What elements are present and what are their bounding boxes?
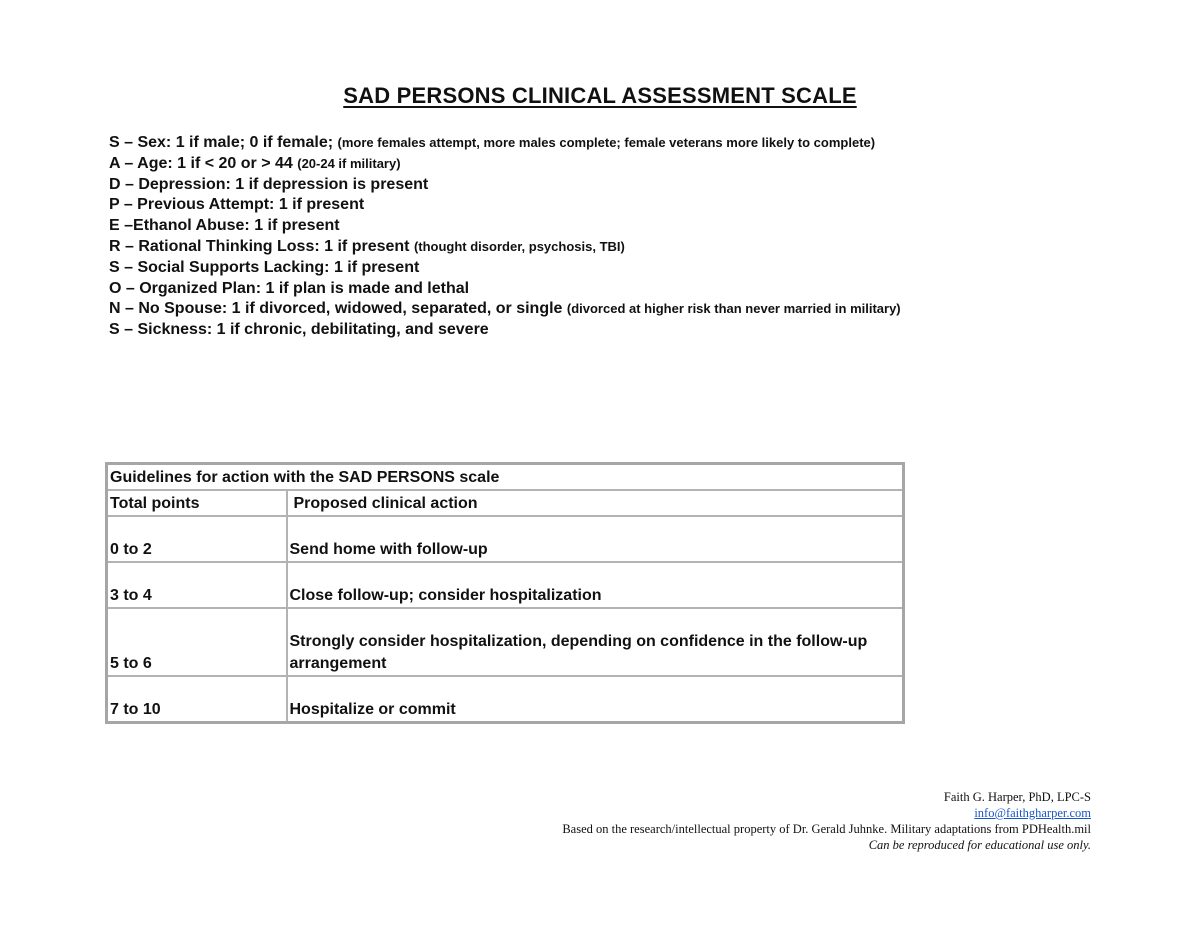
criteria-item-age: [109, 154, 1109, 175]
criteria-text: S – Sex: 1 if male; 0 if female;: [109, 134, 338, 151]
criteria-note: (more females attempt, more males complete; female veterans more likely to complete): [337, 135, 876, 150]
criteria-text: S – Social Supports Lacking: 1 if present: [109, 258, 420, 276]
criteria-text: A – Age: 1 if < 20 or > 44: [109, 154, 298, 172]
reproduction-note: Can be reproduced for educational use only.: [868, 838, 1091, 852]
criteria-note: (divorced at higher risk than never married in military): [566, 301, 901, 317]
action-cell: Strongly consider hospitalization, depending on confidence in the follow-up arrangement: [287, 608, 904, 676]
page-title: SAD PERSONS CLINICAL ASSESSMENT SCALE: [343, 83, 857, 108]
criteria-item-social-supports: [109, 258, 1109, 279]
table-header-row: [107, 490, 904, 516]
criteria-item-sickness: [109, 320, 1109, 341]
criteria-note: (thought disorder, psychosis, TBI): [413, 238, 625, 254]
action-cell: Hospitalize or commit: [287, 676, 904, 723]
author-name: Faith G. Harper, PhD, LPC-S: [943, 790, 1091, 804]
criteria-item-previous-attempt: [109, 195, 1109, 216]
attribution-text: Based on the research/intellectual property of Dr. Gerald Juhnke. Military adaptations from PDHealth.mil: [562, 822, 1091, 836]
criteria-text: R – Rational Thinking Loss: 1 if present: [109, 237, 414, 255]
criteria-text: P – Previous Attempt: 1 if present: [109, 196, 365, 214]
criteria-text: O – Organized Plan: 1 if plan is made and lethal: [109, 279, 470, 297]
action-cell: Send home with follow-up: [287, 516, 904, 562]
table-row: [107, 562, 904, 608]
criteria-item-sex: [109, 133, 1109, 154]
criteria-list: [109, 133, 1109, 341]
table-row: [107, 676, 904, 723]
criteria-text: N – No Spouse: 1 if divorced, widowed, separated, or single: [109, 300, 567, 318]
guidelines-table: [105, 462, 905, 724]
criteria-item-depression: [109, 175, 1109, 196]
action-cell: Close follow-up; consider hospitalization: [287, 562, 904, 608]
column-header-total-points: Total points: [107, 490, 287, 516]
criteria-item-rational-thinking-loss: [109, 237, 1109, 258]
criteria-text: E –Ethanol Abuse: 1 if present: [109, 217, 340, 235]
criteria-text: S – Sickness: 1 if chronic, debilitating, and severe: [109, 321, 489, 339]
points-cell: 3 to 4: [107, 562, 287, 608]
criteria-note: (20-24 if military): [297, 155, 401, 171]
table-caption: Guidelines for action with the SAD PERSONS scale: [107, 464, 904, 491]
table-row: [107, 516, 904, 562]
criteria-item-ethanol-abuse: [109, 216, 1109, 237]
table-caption-row: [107, 464, 904, 491]
email-link[interactable]: info@faithgharper.com: [974, 806, 1091, 820]
criteria-text: D – Depression: 1 if depression is present: [109, 175, 429, 193]
table-row: [107, 608, 904, 676]
footer: [562, 789, 1091, 853]
criteria-item-organized-plan: [109, 279, 1109, 300]
column-header-clinical-action: Proposed clinical action: [287, 490, 904, 516]
criteria-item-no-spouse: [109, 299, 1109, 320]
points-cell: 0 to 2: [107, 516, 287, 562]
points-cell: 5 to 6: [107, 608, 287, 676]
points-cell: 7 to 10: [107, 676, 287, 723]
